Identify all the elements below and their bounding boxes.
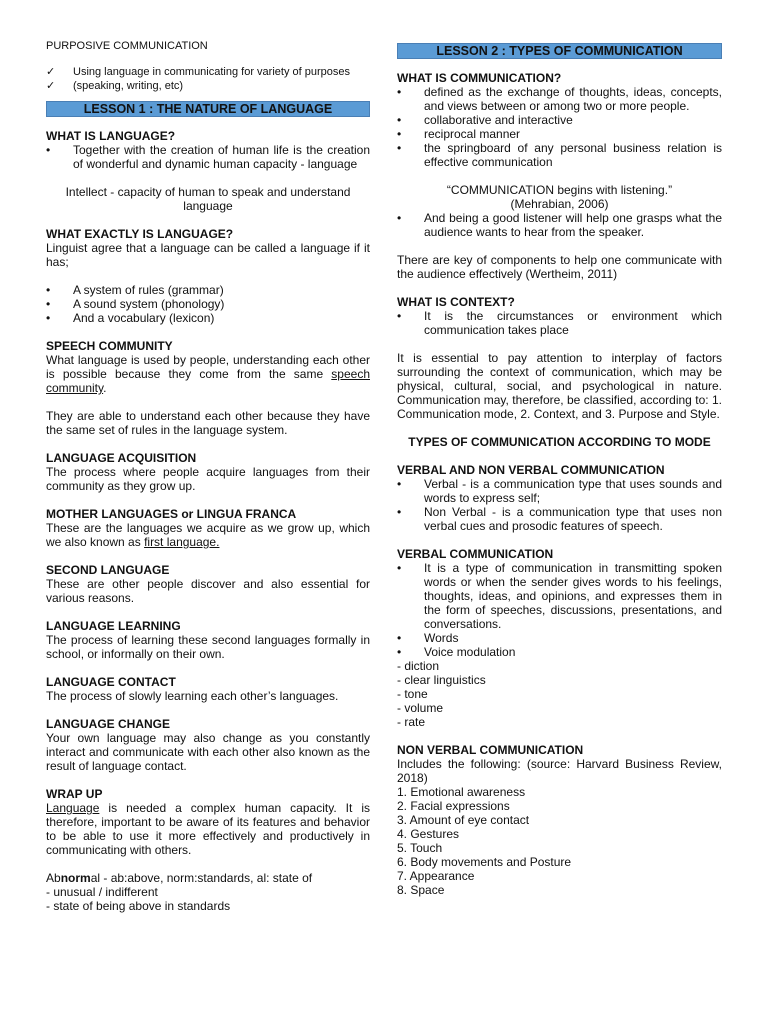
section-acquisition (46, 451, 370, 493)
section-text: Includes the following: (source: Harvard Business Review, 2018) (397, 757, 722, 785)
bullet-icon: • (397, 477, 402, 491)
section-text: The process where people acquire languages from their community as they grow up. (46, 465, 370, 493)
section-nonverbal (397, 743, 722, 897)
section-heading: LANGUAGE CONTACT (46, 675, 176, 689)
list-item: - tone (397, 687, 428, 701)
underlined-term: speech community (46, 367, 370, 395)
list-item: 2. Facial expressions (397, 799, 510, 813)
section-verbal-nonverbal (397, 463, 722, 533)
list-item: • Verbal - is a communication type that uses sounds and words to express self; (397, 477, 722, 505)
quote: “COMMUNICATION begins with listening.” (446, 183, 673, 197)
section-text: They are able to understand each other because they have the same set of rules in the language system. (46, 409, 370, 437)
list-item: - volume (397, 701, 444, 715)
bullet-icon: • (397, 141, 402, 155)
section-heading: WRAP UP (46, 787, 103, 801)
section-heading: MOTHER LANGUAGES or LINGUA FRANCA (46, 507, 297, 521)
section-heading: LANGUAGE LEARNING (46, 619, 181, 633)
section-verbal (397, 547, 722, 729)
section-context (397, 295, 722, 337)
bullet-icon: • (397, 631, 402, 645)
abnormal-definition: Abnormal - ab:above, norm:standards, al: state of (46, 871, 313, 885)
section-text: Linguist agree that a language can be called a language if it has; (46, 241, 370, 269)
list-item: • A system of rules (grammar) (46, 283, 224, 297)
section-abnormal (46, 871, 370, 913)
section-heading: LANGUAGE CHANGE (46, 717, 171, 731)
checklist-item: ✓ (speaking, writing, etc) (46, 80, 184, 92)
list-item: 1. Emotional awareness (397, 785, 526, 799)
bullet-icon: • (397, 561, 402, 575)
section-heading: WHAT IS CONTEXT? (397, 295, 515, 309)
checkmark-icon: ✓ (46, 80, 56, 92)
bullet-icon: • (397, 127, 402, 141)
list-item: • Together with the creation of human life is the creation of wonderful and dynamic human capacity - language (46, 143, 370, 171)
section-text: The process of learning these second languages formally in school, or informally on their own. (46, 633, 370, 661)
section-wrap-up (46, 787, 370, 857)
underlined-term: Language (46, 801, 100, 815)
bullet-icon: • (397, 113, 402, 127)
document-title: PURPOSIVE COMMUNICATION (46, 40, 208, 52)
section-second-language (46, 563, 370, 605)
list-item: - unusual / indifferent (46, 885, 158, 899)
section-what-is-language (46, 129, 370, 213)
section-heading: NON VERBAL COMMUNICATION (397, 743, 584, 757)
section-text: These are the languages we acquire as we grow up, which we also known as first language. (46, 521, 370, 549)
bullet-icon: • (46, 143, 51, 157)
intellect-definition: Intellect - capacity of human to speak and understand language (65, 185, 351, 213)
section-heading: WHAT EXACTLY IS LANGUAGE? (46, 227, 234, 241)
list-item: 6. Body movements and Posture (397, 855, 572, 869)
list-item: • And being a good listener will help one grasps what the audience wants to hear from the speaker. (397, 211, 722, 239)
section-heading: VERBAL AND NON VERBAL COMMUNICATION (397, 463, 665, 477)
section-language-change (46, 717, 370, 773)
section-text: What language is used by people, understanding each other is possible because they come from the same speech community. (46, 353, 370, 395)
section-what-exactly (46, 227, 370, 325)
list-item: 5. Touch (397, 841, 443, 855)
section-text: The process of slowly learning each other’s languages. (46, 689, 339, 703)
quote-source: (Mehrabian, 2006) (510, 197, 609, 211)
bullet-icon: • (397, 85, 402, 99)
lesson1-banner: LESSON 1 : THE NATURE OF LANGUAGE (46, 101, 370, 117)
bullet-icon: • (397, 211, 402, 225)
list-item: 7. Appearance (397, 869, 475, 883)
underlined-term: first language. (144, 535, 220, 549)
section-heading: LANGUAGE ACQUISITION (46, 451, 197, 465)
section-heading: SECOND LANGUAGE (46, 563, 170, 577)
section-heading: SPEECH COMMUNITY (46, 339, 173, 353)
essential-text: It is essential to pay attention to interplay of factors surrounding the context of communication, which may be physical, cultural, social, and psychological in nature. Communication may, therefore, be classified, according to: 1. Communication mode, 2. Context, and 3. Purpose and Style. (397, 351, 722, 421)
list-item: • Words (397, 631, 459, 645)
list-item: • defined as the exchange of thoughts, ideas, concepts, and views between or among two or more people. (397, 85, 722, 113)
section-heading: WHAT IS LANGUAGE? (46, 129, 176, 143)
bullet-icon: • (46, 283, 51, 297)
list-item: • A sound system (phonology) (46, 297, 225, 311)
types-heading: TYPES OF COMMUNICATION ACCORDING TO MODE (408, 435, 711, 449)
list-item: 3. Amount of eye contact (397, 813, 530, 827)
list-item: • And a vocabulary (lexicon) (46, 311, 215, 325)
section-text: Your own language may also change as you constantly interact and communicate with each other also known as the result of language contact. (46, 731, 370, 773)
key-components-text: There are key of components to help one communicate with the audience effectively (Wertheim, 2011) (397, 253, 722, 281)
lesson2-banner: LESSON 2 : TYPES OF COMMUNICATION (397, 43, 722, 59)
bullet-icon: • (397, 505, 402, 519)
list-item: • collaborative and interactive (397, 113, 573, 127)
right-column (397, 40, 722, 911)
section-language-learning (46, 619, 370, 661)
list-item: • Non Verbal - is a communication type that uses non verbal cues and prosodic features of speech. (397, 505, 722, 533)
list-item: • reciprocal manner (397, 127, 521, 141)
section-text: Language is needed a complex human capacity. It is therefore, important to be aware of its features and behavior to be able to use it more effectively and productively in communicating with others. (46, 801, 370, 857)
list-item: • It is the circumstances or environment which communication takes place (397, 309, 722, 337)
list-item: • It is a type of communication in transmitting spoken words or when the sender gives words to his feelings, thoughts, ideas, and opinions, and expresses them in the form of speeches, discussions, presentations, and conversations. (397, 561, 722, 631)
section-text: These are other people discover and also essential for various reasons. (46, 577, 370, 605)
checkmark-icon: ✓ (46, 66, 56, 78)
list-item: • the springboard of any personal business relation is effective communication (397, 141, 722, 169)
list-item: • Voice modulation (397, 645, 516, 659)
list-item: - clear linguistics (397, 673, 486, 687)
list-item: - rate (397, 715, 426, 729)
left-column (46, 40, 370, 927)
section-mother-languages (46, 507, 370, 549)
section-speech-community (46, 339, 370, 437)
checklist-item: ✓ Using language in communicating for variety of purposes (46, 66, 350, 78)
list-item: - state of being above in standards (46, 899, 231, 913)
list-item: 4. Gestures (397, 827, 460, 841)
list-item: 8. Space (397, 883, 445, 897)
section-language-contact (46, 675, 370, 703)
bullet-icon: • (397, 645, 402, 659)
bullet-icon: • (397, 309, 402, 323)
section-heading: VERBAL COMMUNICATION (397, 547, 554, 561)
purpose-checklist (46, 65, 370, 93)
bullet-icon: • (46, 297, 51, 311)
list-item: - diction (397, 659, 440, 673)
bullet-icon: • (46, 311, 51, 325)
section-heading: WHAT IS COMMUNICATION? (397, 71, 562, 85)
section-what-is-communication (397, 71, 722, 239)
